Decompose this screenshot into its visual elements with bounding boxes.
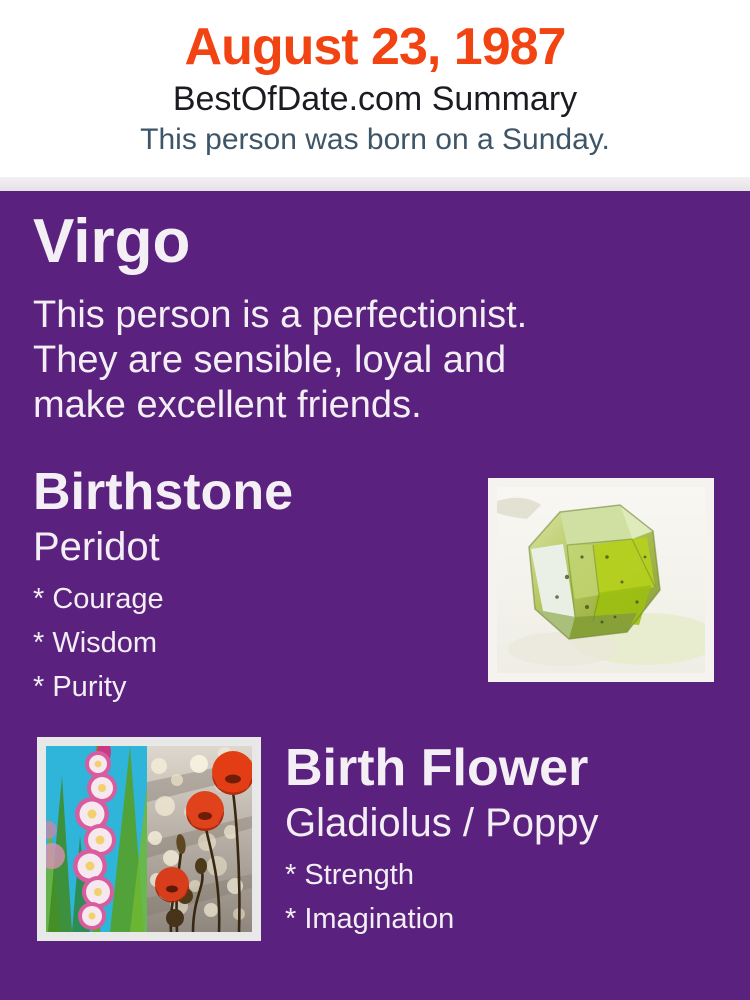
born-day-note: This person was born on a Sunday. xyxy=(140,122,610,156)
gladiolus-and-poppy-photo xyxy=(37,737,261,941)
divider-strip xyxy=(0,177,750,191)
header xyxy=(0,0,750,177)
birth-flower-name: Gladiolus / Poppy xyxy=(285,800,599,845)
birthstone-name: Peridot xyxy=(33,524,160,569)
gladiolus-half xyxy=(46,746,152,932)
zodiac-description-line: This person is a perfectionist. xyxy=(33,294,528,336)
birthstone-trait: * Courage xyxy=(33,582,164,615)
birth-flower-heading: Birth Flower xyxy=(285,739,589,797)
peridot-gemstone-photo xyxy=(488,478,714,682)
birth-flower-trait: * Imagination xyxy=(285,902,455,935)
birthstone-trait: * Purity xyxy=(33,670,127,703)
peridot-gem-illustration xyxy=(497,487,705,673)
zodiac-sign-heading: Virgo xyxy=(33,207,191,276)
birthstone-text xyxy=(33,463,293,702)
birth-flower-trait: * Strength xyxy=(285,858,414,891)
zodiac-description xyxy=(33,293,527,428)
page-title-date: August 23, 1987 xyxy=(184,18,566,76)
zodiac-description-line: make excellent friends. xyxy=(33,384,422,426)
site-summary-subtitle: BestOfDate.com Summary xyxy=(172,80,578,119)
birth-flower-text xyxy=(285,739,599,934)
summary-panel xyxy=(0,191,750,1000)
birthstone-trait: * Wisdom xyxy=(33,626,158,659)
birthstone-heading: Birthstone xyxy=(33,463,293,521)
zodiac-description-line: They are sensible, loyal and xyxy=(33,339,507,381)
gladiolus-poppy-illustration xyxy=(46,746,252,932)
poppy-half xyxy=(147,746,252,932)
